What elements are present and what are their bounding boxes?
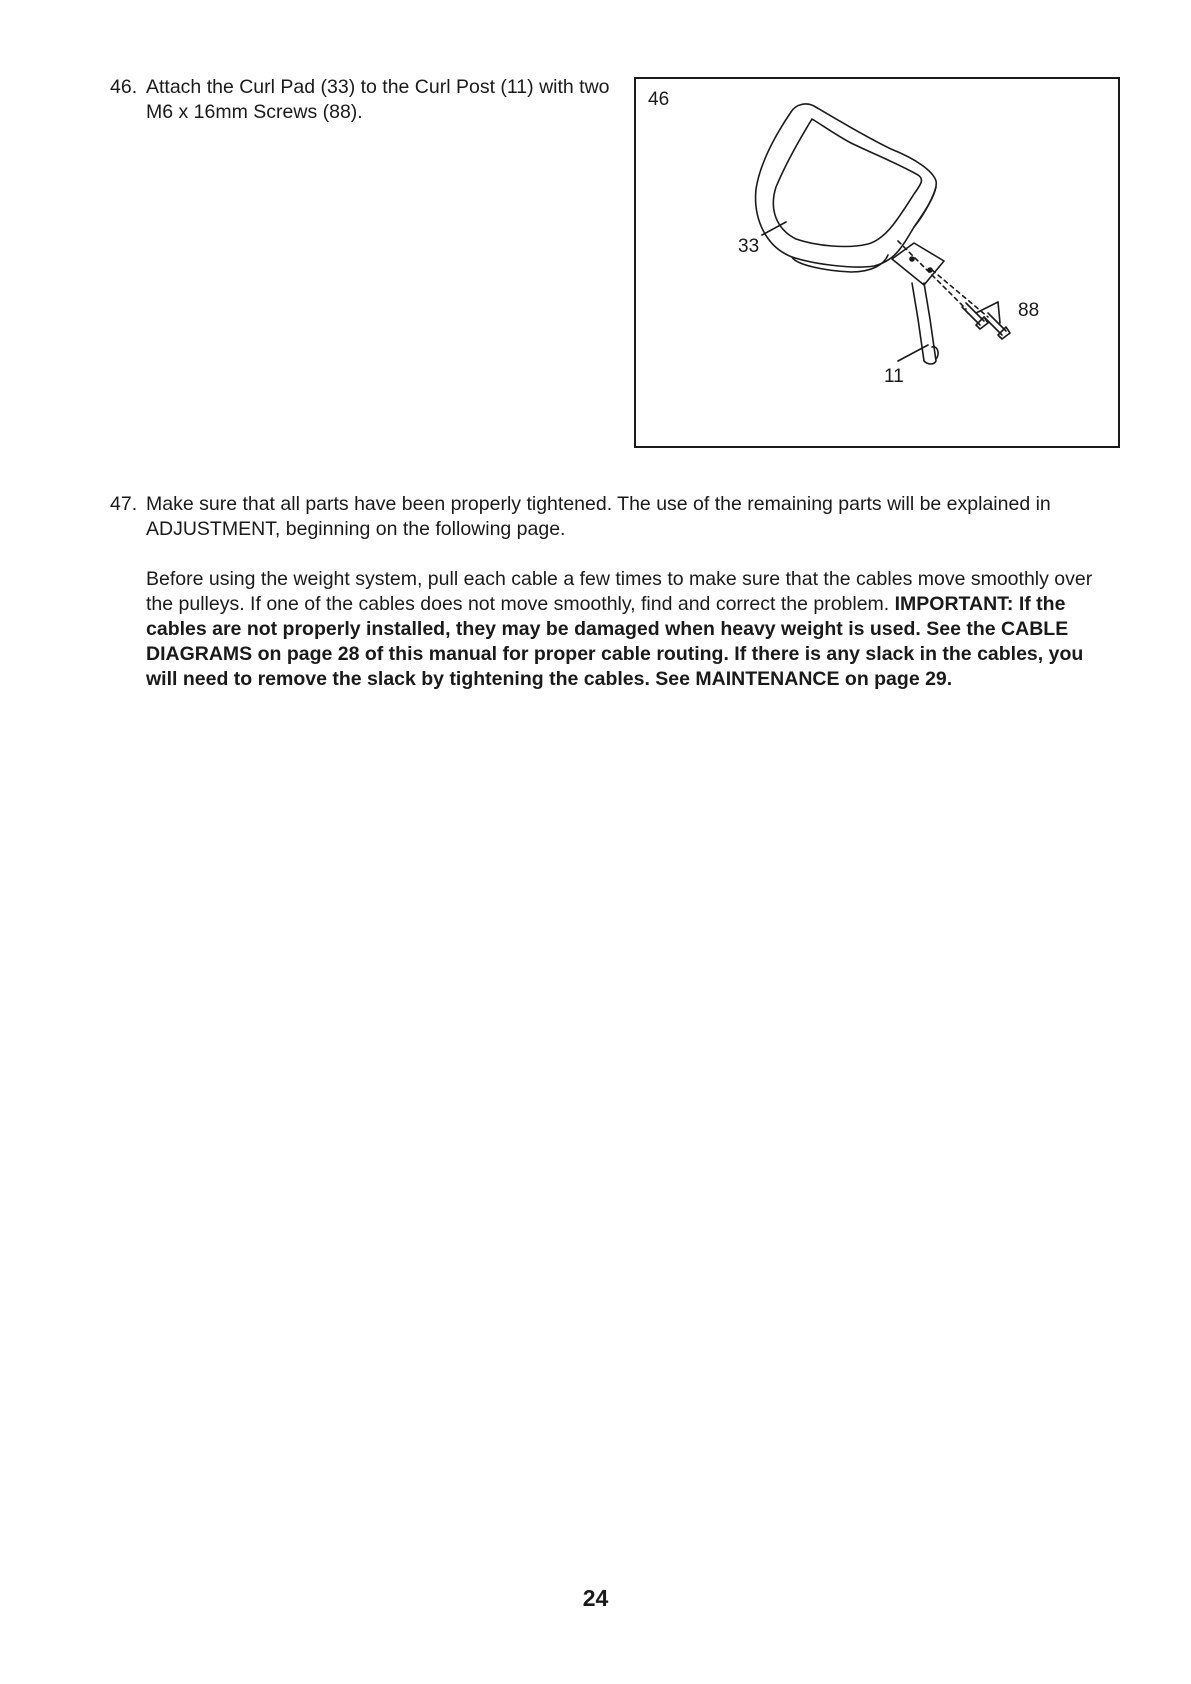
callout-curl-pad: 33	[738, 236, 760, 257]
curl-pad-underside	[792, 255, 888, 272]
callout-screws: 88	[1018, 300, 1040, 321]
step-paragraph	[146, 567, 1120, 692]
step-paragraph: Make sure that all parts have been properly tightened. The use of the remaining parts will be explained in ADJUSTMENT, beginning on the following page.	[146, 493, 1051, 540]
alignment-dash	[898, 241, 966, 309]
curl-pad-inner-contour	[773, 119, 921, 246]
curl-pad-outline	[756, 104, 937, 267]
page-number: 24	[582, 1585, 609, 1611]
step-number: 46.	[110, 76, 138, 98]
step-47	[110, 492, 1120, 692]
figure-number: 46	[648, 89, 670, 110]
leader-88	[976, 302, 998, 313]
bracket-hole	[910, 257, 914, 261]
step-text: Attach the Curl Pad (33) to the Curl Post (11) with two M6 x 16mm Screws (88).	[146, 76, 610, 123]
curl-pad-assembly-drawing	[636, 79, 1118, 446]
callout-curl-post: 11	[884, 366, 904, 387]
assembly-figure	[634, 77, 1120, 448]
leader-88	[998, 302, 1000, 323]
important-note: IMPORTANT: If the cables are not properly installed, they may be damaged when heavy weight is used. See the CABLE DIAGRAMS on page 28 of this manual for proper cable routing. If there is any slack in the cables, you will need to remove the slack by tightening the cables. See MAINTENANCE on page 29.	[146, 593, 1084, 690]
step-46	[110, 75, 610, 125]
step-number: 47.	[110, 493, 138, 515]
step-body	[146, 492, 1120, 692]
paragraph-text: Before using the weight system, pull each cable a few times to make sure that the cables move smoothly over the pulleys. If one of the cables does not move smoothly, find and correct the problem.	[146, 568, 1093, 615]
alignment-dash	[932, 270, 988, 317]
